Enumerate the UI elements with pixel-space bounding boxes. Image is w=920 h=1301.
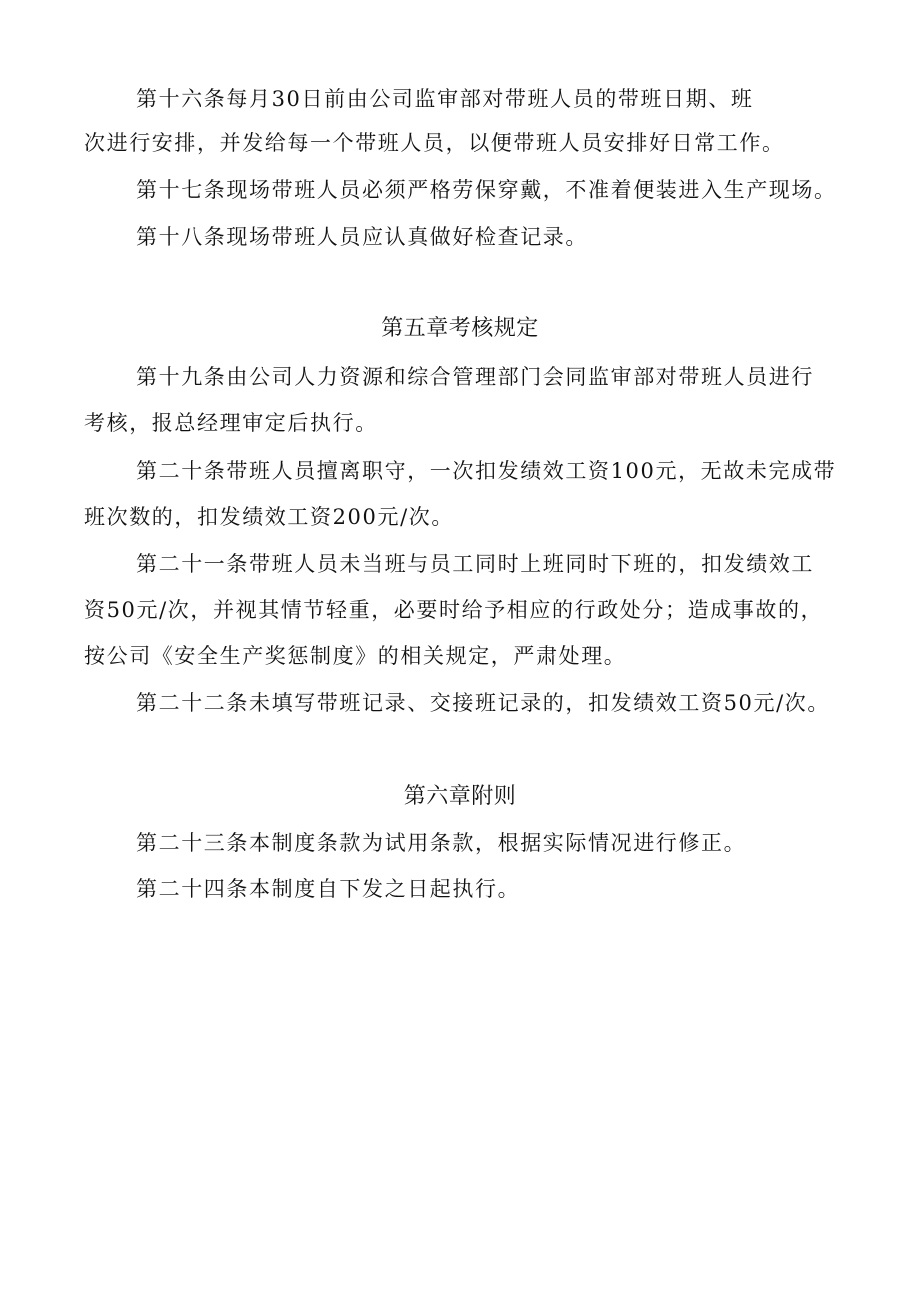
article-21-line-2: 资50元/次，并视其情节轻重，必要时给予相应的行政处分；造成事故的，: [84, 598, 824, 622]
article-20-line-2: 班次数的，扣发绩效工资200元/次。: [84, 505, 454, 529]
article-21-line-1: 第二十一条带班人员未当班与员工同时上班同时下班的，扣发绩效工: [136, 552, 814, 576]
article-23: 第二十三条本制度条款为试用条款，根据实际情况进行修正。: [136, 831, 747, 855]
article-22: 第二十二条未填写带班记录、交接班记录的，扣发绩效工资50元/次。: [136, 691, 830, 715]
chapter-6-title: 第六章附则: [403, 784, 517, 809]
article-19-line-2: 考核，报总经理审定后执行。: [84, 411, 378, 435]
chapter-5-title: 第五章考核规定: [381, 316, 539, 341]
article-19-line-1: 第十九条由公司人力资源和综合管理部门会同监审部对带班人员进行: [136, 365, 814, 389]
article-20-line-1: 第二十条带班人员擅离职守，一次扣发绩效工资100元，无故未完成带: [136, 459, 837, 483]
article-16-line-2: 次进行安排，并发给每一个带班人员，以便带班人员安排好日常工作。: [84, 131, 785, 155]
article-16-line-1: 第十六条每月30日前由公司监审部对带班人员的带班日期、班: [136, 87, 754, 111]
article-21-line-3: 按公司《安全生产奖惩制度》的相关规定，严肃处理。: [84, 644, 627, 668]
article-24: 第二十四条本制度自下发之日起执行。: [136, 877, 521, 901]
article-17: 第十七条现场带班人员必须严格劳保穿戴，不准着便装进入生产现场。: [136, 178, 837, 202]
article-18: 第十八条现场带班人员应认真做好检查记录。: [136, 225, 588, 249]
